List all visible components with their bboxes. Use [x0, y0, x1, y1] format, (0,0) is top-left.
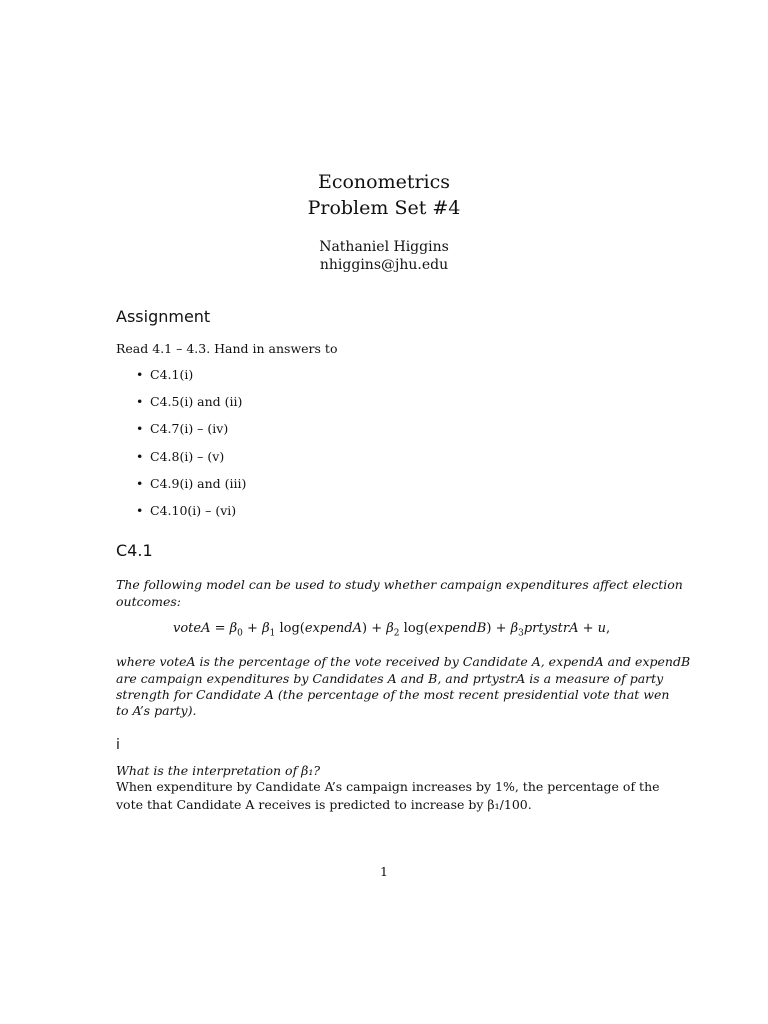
list-item — [136, 367, 193, 383]
part-i-answer-line1: When expenditure by Candidate A’s campaign increases by 1%, the percentage of the — [116, 779, 660, 794]
list-item-label: C4.7(i) – (iv) — [150, 421, 229, 436]
bullet-icon: • — [136, 449, 144, 464]
document-title: Econometrics — [317, 171, 451, 193]
list-item-label: C4.5(i) and (ii) — [150, 394, 243, 409]
document-subtitle: Problem Set #4 — [307, 197, 461, 219]
list-item — [136, 503, 236, 519]
list-item-label: C4.1(i) — [150, 367, 194, 382]
c41-desc-line4: to A’s party). — [116, 703, 197, 718]
list-item-label: C4.9(i) and (iii) — [150, 476, 247, 491]
c41-intro-line2: outcomes: — [116, 594, 182, 609]
bullet-icon: • — [136, 367, 144, 382]
bullet-icon: • — [136, 476, 144, 491]
assignment-heading: Assignment — [116, 307, 211, 326]
author-name: Nathaniel Higgins — [319, 239, 449, 255]
bullet-icon: • — [136, 503, 144, 518]
list-item-label: C4.8(i) – (v) — [150, 449, 225, 464]
title-block — [0, 169, 768, 221]
bullet-icon: • — [136, 394, 144, 409]
c41-desc-line1: where voteA is the percentage of the vote received by Candidate A, expendA and expendB — [116, 654, 691, 669]
c41-desc-line2: are campaign expenditures by Candidates A and B, and prtystrA is a measure of party — [116, 671, 664, 686]
page-number: 1 — [380, 864, 388, 879]
section-heading-c41: C4.1 — [116, 541, 153, 560]
list-item — [136, 449, 224, 465]
list-item — [136, 421, 228, 437]
list-item — [136, 394, 242, 410]
part-i-answer-line2: vote that Candidate A receives is predicted to increase by β₁/100. — [116, 797, 532, 812]
part-i-heading: i — [116, 737, 120, 753]
list-item-label: C4.10(i) – (vi) — [150, 503, 237, 518]
author-email: nhiggins@jhu.edu — [319, 257, 449, 273]
c41-desc-line3: strength for Candidate A (the percentage of the most recent presidential vote that wen — [116, 687, 670, 702]
list-item — [136, 476, 246, 492]
assignment-intro: Read 4.1 – 4.3. Hand in answers to — [116, 341, 338, 356]
c41-intro-line1: The following model can be used to study whether campaign expenditures affect election — [116, 577, 683, 592]
part-i-question: What is the interpretation of β₁? — [116, 763, 321, 778]
model-equation: voteA = $\beta_0 + \beta_1$ log(expendA) + $\beta_2$ log(expendB) + $\beta_3prtystrA + u$, — [173, 621, 611, 639]
author-block — [0, 238, 768, 274]
bullet-icon: • — [136, 421, 144, 436]
